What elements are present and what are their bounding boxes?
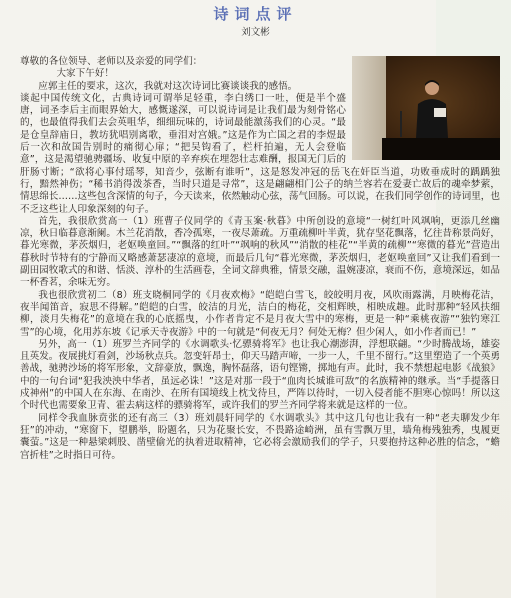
- body-paragraph: 我也很欣赏初二（8）班支晓桐同学的《月夜欢梅》“皑皑白雪飞，皎皎明月夜，风吹雨露满，月映梅花洁，夜半闻笛音，寂思不得解。”皑皑的白雪，皎洁的月光，洁白的梅花，交相辉映，相映成趣。此时那种“轻风扶细柳，淡月失梅花”的意境在我的心底摇曳，小作者肯定不是月夜大雪中的寒梅，更是一种“乘桃夜游”“独钓寒江雪”的心境，化用苏东坡《记承天寺夜游》中的一句就是“何夜无月？何处无梅？但少闲人，如小作者而已！”: [20, 289, 500, 338]
- podium-desk: [382, 138, 500, 160]
- author-name: 刘文彬: [241, 27, 270, 38]
- salutation: 尊敬的各位领导、老师以及亲爱的同学们：: [20, 56, 203, 67]
- microphone-stand: [400, 111, 402, 137]
- greeting: 大家下午好！: [56, 68, 115, 80]
- projection-screen: [352, 56, 386, 160]
- speaker-photo: [352, 56, 500, 160]
- speaker-figure: [412, 78, 452, 138]
- body-paragraph: 首先，我很欣赏高一（1）班曹子仪同学的《青玉案·秋暮》中所创设的意境“一树红叶风飒响，更添几丝幽凉，秋日临暮意渐阑。木兰花消散，香冷孤寒，一夜尽萧疏。万重疏柳叶半黄，犹存坚花飘落，忆往昔称景尚好，暮光寒微，茅茨烟归，老妪唤童回。”“飘落的红叶”“飒响的秋风”“消散的桂花”“半黄的疏柳”“寒微的暮光”营造出暮秋时节特有的宁静而又略感萧瑟凄凉的意境，而最后几句“暮光寒微，茅茨烟归，老妪唤童回”又让我们看到一副田园牧歌式的和谐、恬淡、淳朴的生活画卷，全词文辞典雅，情景交融，温婉凄凉，衰而不伤，意境深远，如品一杯香茗，余味无穷。: [20, 215, 500, 289]
- body-paragraph: 同样令我血脉贲张的还有高三（3）班刘晨轩同学的《水调歌头》其中这几句也让我有一种“老夫聊发少年狂”的冲动，“寒窗下，望鹏举，盼题名，只为花聚长安，不畏路途崎洲，虽有雪飘万里，墙角梅残独秀，曳履更囊萤。”这是一种悬梁刺股、凿壁偷光的执着进取精神，它必将会激励我们的学子，只要抱持这种必胜的信念，“蟾宫折桂”之时指日可待。: [20, 412, 500, 461]
- body-paragraph: 谈起中国传统文化，古典诗词可谓举足轻重，李白绣口一吐，便是半个盛唐，词圣李后主而眼界始大，感慨遂深，可以说诗词是让我们最为刻骨铭心的，也最值得我们去会英咀华，细细玩味的，诗词最能激荡我们的心灵。“最是仓皇辞庙日，教坊犹唱别离歌，垂泪对宫娥。”这是作为亡国之君的李煜最后一次和故国告别时的痛彻心扉；“把吴钩看了，栏杆拍遍，无人会登临意”，这是渴望驰骋疆场、收复中原的辛弃疾在埋怨壮志难酬，报国无门后的肝肠寸断；“欲将心事付瑶琴，知音少，弦断有谁听”，这是怒发冲冠的岳飞在奸臣当道，功败垂成时的踽踽独行，黯然神伤；“稀书消得泼茶香，当时只道是寻常”，这是翩翩相门公子的纳兰容若在爱妻亡故后的魂牵梦萦，情思绵长……这些包含深情的句子，今天读来，依然触动心弦，荡气回肠。可以说，在我们同学创作的诗词里，也不乏这些让人印象深刻的句子。: [20, 92, 500, 215]
- article-title: 诗词点评: [213, 5, 298, 23]
- intro-paragraph: 应郭主任的要求，这次，我就对这次诗词比赛谈谈我的感悟。: [38, 80, 298, 92]
- article-body: [20, 56, 500, 462]
- body-paragraph: 另外，高一（1）班罗兰齐同学的《水调歌头·忆骠骑将军》也让我心潮澎湃，浮想联翩。“少时腾战场，雄姿且英发。夜展挑灯看剑，沙场秋点兵。忽变轩昂士，仰天马踏声啼，一步一人，千里不留行。”这里塑造了一个英勇善战，驰骋沙场的将军形象，文辞豪放，飘逸，胸怀磊落，语句铿锵，掷地有声。此时，我不禁想起电影《战狼》中的一句台词“犯我泱泱中华者，虽远必诛！”这是对那一段于“血肉长城谁可敌”的名族精神的继承。当“手提落日戍神州”的中国人在东海、在南沙、在所有国境线上枕戈待旦，严阵以待时，一切入侵者能不胆寒心惊吗！所以这个时代也需要象卫青、霍去病这样的骠骑将军，或许我们的罗兰齐同学将来就是这样的一位。: [20, 338, 500, 412]
